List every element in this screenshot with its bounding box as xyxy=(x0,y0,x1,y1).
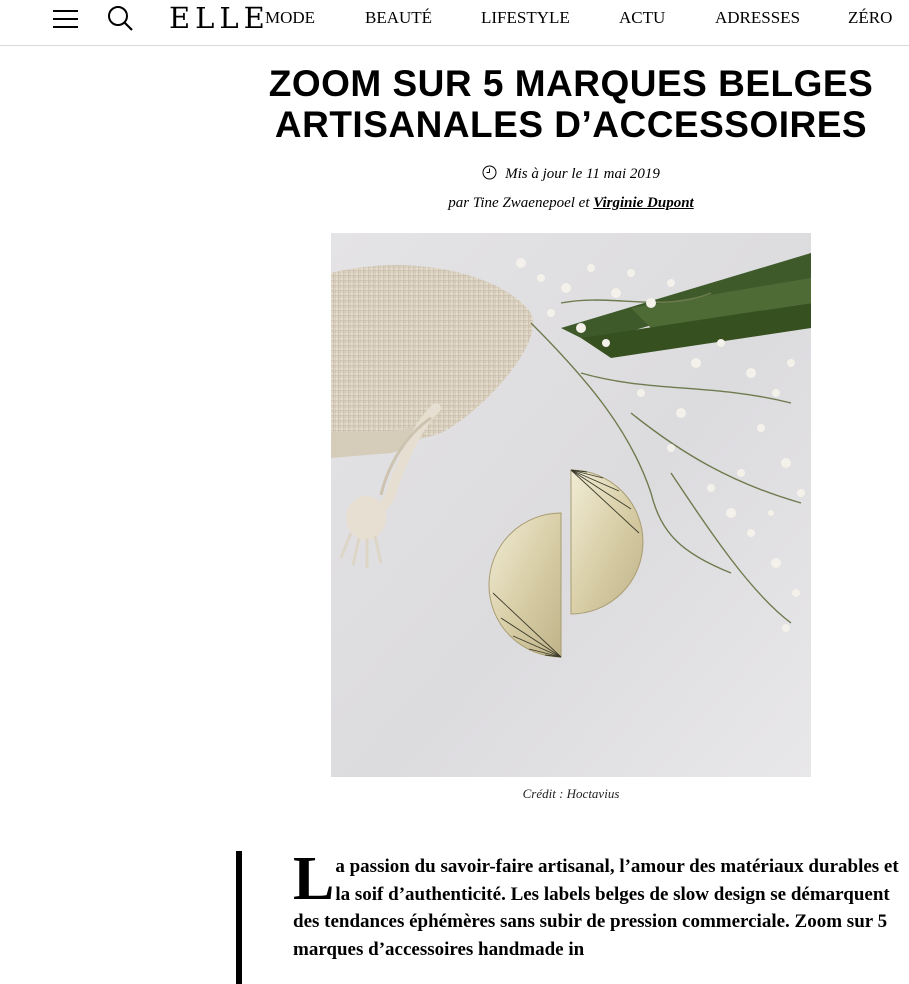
article-title: ZOOM SUR 5 MARQUES BELGES ARTISANALES D’ACCESSOIRES xyxy=(268,63,874,145)
hero-image xyxy=(331,233,811,777)
intro-quote-bar xyxy=(236,851,242,984)
clock-icon xyxy=(482,165,497,180)
updated-text: Mis à jour le 11 mai 2019 xyxy=(505,166,660,182)
nav-item-zero[interactable]: ZÉRO xyxy=(848,8,893,27)
image-credit: Crédit : Hoctavius xyxy=(522,786,620,801)
article-byline xyxy=(235,194,907,212)
nav-item-adresses[interactable]: ADRESSES xyxy=(715,8,801,27)
article-intro xyxy=(293,845,905,963)
byline-prefix: par Tine Zwaenepoel et xyxy=(448,195,594,211)
elle-logo[interactable]: ELLE xyxy=(169,1,270,35)
main-nav xyxy=(0,8,909,30)
article-updated-date xyxy=(235,165,907,183)
nav-item-lifestyle[interactable]: LIFESTYLE xyxy=(481,8,570,27)
author-link-virginie-dupont[interactable]: Virginie Dupont xyxy=(593,195,694,211)
nav-item-mode[interactable]: MODE xyxy=(265,8,316,27)
intro-text: a passion du savoir-faire artisanal, l’amour des matériaux durables et la soif d’authenticité. Les labels belges de slow design se démarquent des tendances éphémères sans subir de pression commerciale. Zoom sur 5 marques d’accessoires handmade in xyxy=(293,856,899,960)
nav-item-actu[interactable]: ACTU xyxy=(619,8,666,27)
nav-item-beaute[interactable]: BEAUTÉ xyxy=(365,8,433,27)
site-header xyxy=(0,0,909,46)
intro-dropcap: L xyxy=(293,845,335,913)
